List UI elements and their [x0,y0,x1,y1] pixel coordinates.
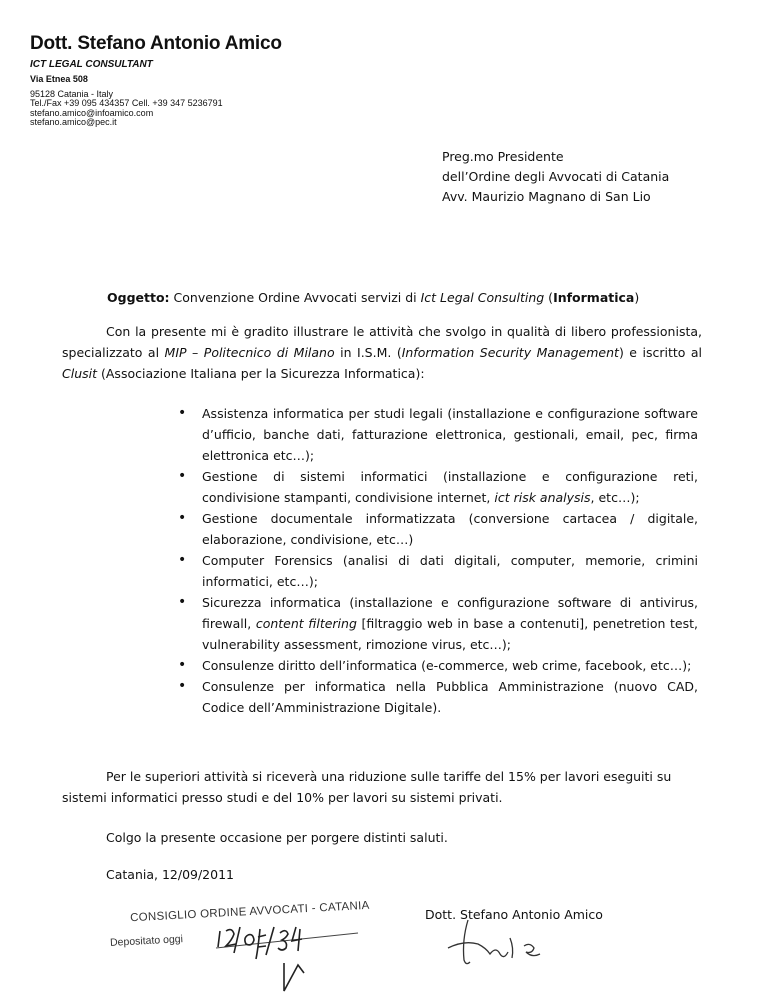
sender-city: 95128 Catania - Italy [30,88,114,99]
sender-street: Via Etnea 508 [30,74,88,85]
list-item [178,403,698,466]
discount-text: Per le superiori attività si riceverà una riduzione sulle tariffe del 15% per lavori eseguiti su sistemi informatici presso studi e del 10% per lavori su sistemi privati. [62,769,672,805]
list-item-text: , etc…); [590,490,640,505]
sender-title: ICT LEGAL CONSULTANT [30,58,153,70]
discount-paragraph [62,766,702,808]
list-item [178,592,698,655]
intro-text: Con la presente mi è gradito illustrare le attività che svolgo in qualità di libero professionista, specializzato al [62,324,702,360]
list-item-text: Computer Forensics (analisi di dati digitali, computer, memorie, crimini informatici, etc…); [202,553,698,589]
sender-name: Dott. Stefano Antonio Amico [30,33,282,54]
handwritten-signature [440,918,560,978]
intro-clusit: Clusit [62,366,98,381]
recipient-line: Avv. Maurizio Magnano di San Lio [442,189,651,204]
deposit-stamp [108,899,378,993]
list-item-text: Consulenze per informatica nella Pubblica Amministrazione (nuovo CAD, Codice dell’Amministrazione Digitale). [202,679,698,715]
subject-label: Oggetto: [107,290,170,305]
intro-paragraph [62,321,702,384]
subject-bold: Informatica [553,290,635,305]
list-item-text: [filtraggio web in base a contenuti], penetretion test, vulnerability assessment, rimozione virus, etc…); [202,616,698,652]
subject-italic: Ict Legal Consulting [420,290,545,305]
stamp-deposited: Depositato oggi [109,933,184,949]
list-item [178,466,698,508]
sender-email: stefano.amico@infoamico.com [30,107,154,118]
subject-line: Oggetto: Convenzione Ordine Avvocati servizi di Ict Legal Consulting (Informatica) [107,290,640,305]
list-item-text: Assistenza informatica per studi legali (installazione e configurazione software d’ufficio, banche dati, fatturazione elettronica, gestionali, email, pec, firma elettronica etc…); [202,406,698,463]
recipient-line: dell’Ordine degli Avvocati di Catania [442,169,670,184]
list-item-text: Gestione di sistemi informatici (installazione e configurazione reti, condivisione stampanti, condivisione internet, [202,469,698,505]
stamp-header: CONSIGLIO ORDINE AVVOCATI - CATANIA [129,899,370,925]
list-item-text: Gestione documentale informatizzata (conversione cartacea / digitale, elaborazione, condivisione, etc…) [202,511,698,547]
place-date: Catania, 12/09/2011 [106,867,234,882]
sender-pec: stefano.amico@pec.it [30,117,117,128]
stamp-handwriting [108,903,378,993]
list-item-text: Sicurezza informatica (installazione e configurazione software di antivirus, firewall, [202,595,698,631]
letterhead [30,34,282,128]
subject-text: Convenzione Ordine Avvocati servizi di [173,290,417,305]
signer-name: Dott. Stefano Antonio Amico [425,907,603,922]
intro-text: ) e iscritto al [618,345,703,360]
list-item [178,676,698,718]
list-item-italic: ict risk analysis [494,490,591,505]
intro-mip: MIP – Politecnico di Milano [164,345,335,360]
list-item [178,508,698,550]
recipient-line: Preg.mo Presidente [442,149,564,164]
list-item [178,550,698,592]
recipient-block [442,147,669,207]
list-item-italic: content filtering [255,616,357,631]
list-item [178,655,698,676]
sender-phone: Tel./Fax +39 095 434357 Cell. +39 347 5236791 [30,98,223,109]
intro-text: (Associazione Italiana per la Sicurezza Informatica): [101,366,425,381]
services-list [178,403,698,718]
closing-line: Colgo la presente occasione per porgere distinti saluti. [106,830,448,845]
intro-ism: Information Security Management [401,345,619,360]
list-item-text: Consulenze diritto dell’informatica (e-commerce, web crime, facebook, etc…); [202,658,692,673]
intro-text: in I.S.M. ( [340,345,402,360]
